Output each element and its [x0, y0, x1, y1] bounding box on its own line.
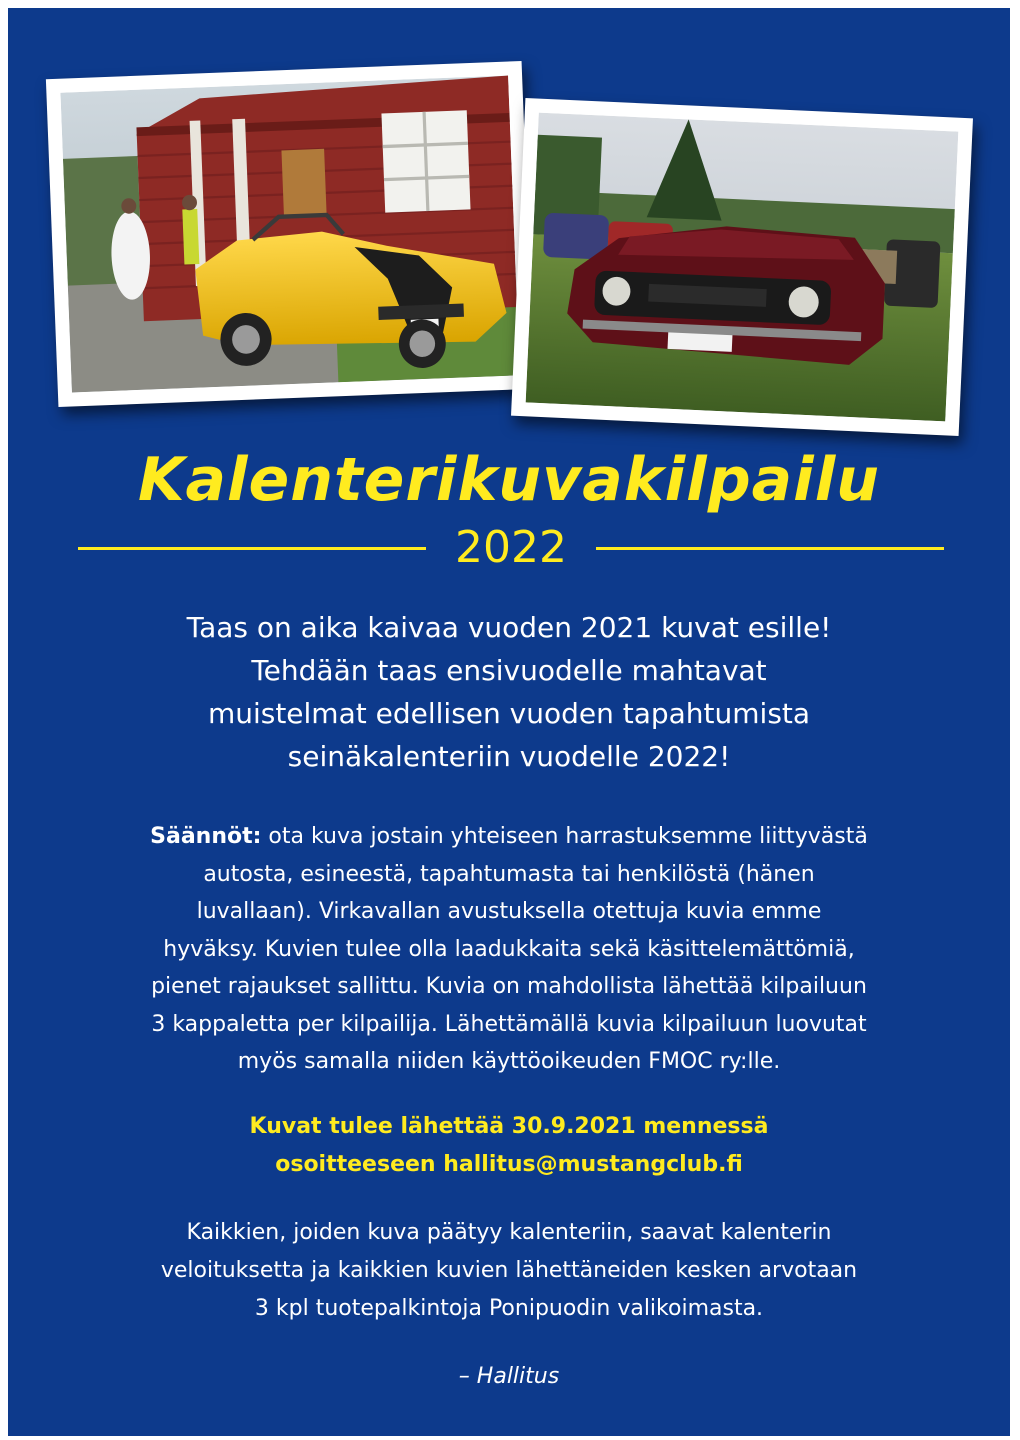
photo-red-mustang-image — [526, 113, 959, 422]
rules-line: myös samalla niiden käyttöoikeuden FMOC ry:lle. — [237, 1049, 781, 1074]
rules-label: Säännöt: — [150, 824, 262, 849]
prizes-line: veloituksetta ja kaikkien kuvien lähettäneiden kesken arvotaan — [160, 1258, 858, 1283]
rules-line: hyväksy. Kuvien tulee olla laadukkaita sekä käsittelemättömiä, — [163, 936, 855, 962]
rules-line: autosta, esineestä, tapahtumasta tai henkilöstä (hänen — [203, 861, 815, 887]
prizes-line: Kaikkien, joiden kuva päätyy kalenteriin, saavat kalenterin — [186, 1220, 832, 1245]
rules-paragraph — [48, 818, 970, 1081]
year-label: 2022 — [455, 522, 567, 573]
photo-red-mustang — [511, 98, 973, 436]
deadline-notice — [48, 1108, 970, 1184]
deadline-line: Kuvat tulee lähettää 30.9.2021 mennessä — [249, 1114, 769, 1139]
rules-line: pienet rajaukset sallittu. Kuvia on mahdollista lähettää kilpailuun — [151, 974, 867, 999]
intro-paragraph — [48, 606, 970, 778]
signature: – Hallitus — [458, 1364, 560, 1389]
rules-line: 3 kappaletta per kilpailija. Lähettämällä kuvia kilpailuun luovutat — [151, 1011, 867, 1037]
rules-line: luvallaan). Virkavallan avustuksella otettuja kuvia emme — [196, 899, 822, 924]
poster — [8, 8, 1010, 1436]
rules-first-line-text: ota kuva jostain yhteiseen harrastuksemme liittyvästä — [261, 824, 868, 849]
year-divider-left — [78, 547, 426, 550]
photo-yellow-mustang-image — [60, 76, 519, 393]
intro-line: Taas on aika kaivaa vuoden 2021 kuvat esille! — [186, 611, 832, 644]
deadline-email-line: osoitteeseen hallitus@mustangclub.fi — [275, 1152, 743, 1177]
prizes-line: 3 kpl tuotepalkintoja Ponipuodin valikoimasta. — [254, 1296, 764, 1321]
intro-line: Tehdään taas ensivuodelle mahtavat — [251, 654, 767, 687]
page-title: Kalenterikuvakilpailu — [137, 445, 881, 515]
year-divider-right — [596, 547, 944, 550]
rules-first-line — [48, 818, 970, 856]
year-row — [78, 518, 944, 578]
intro-line: seinäkalenteriin vuodelle 2022! — [287, 740, 731, 773]
prizes-paragraph — [48, 1214, 970, 1328]
intro-line: muistelmat edellisen vuoden tapahtumista — [207, 697, 811, 730]
photo-yellow-mustang — [46, 61, 534, 407]
